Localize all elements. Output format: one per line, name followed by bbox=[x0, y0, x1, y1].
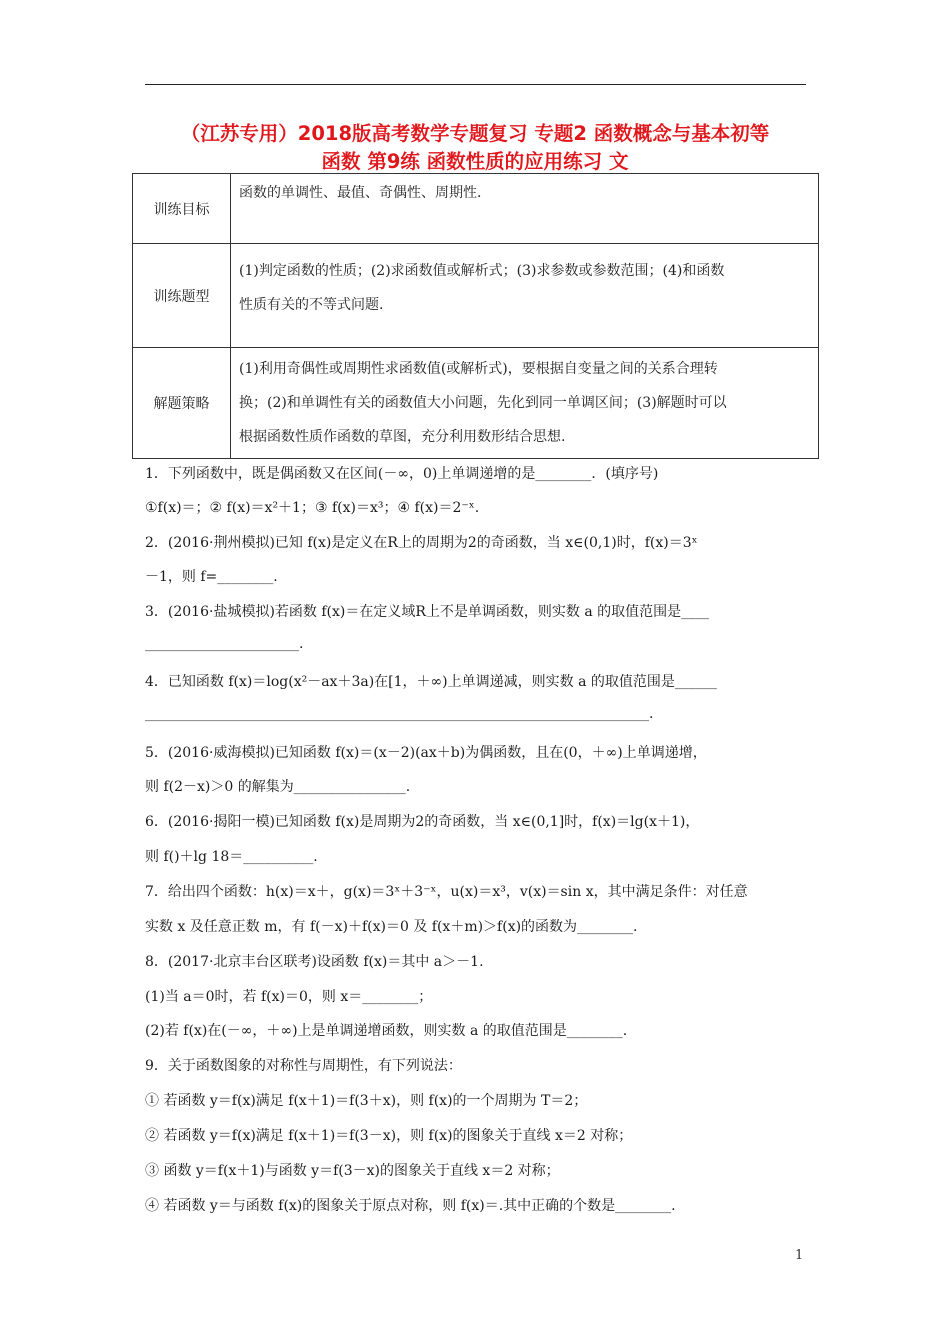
content-line: 根据函数性质作函数的草图，充分利用数形结合思想. bbox=[239, 429, 566, 445]
question-line: 2．(2016·荆州模拟)已知 f(x)是定义在R上的周期为2的奇函数，当 x∈(0,1)时，f(x)＝3ˣ bbox=[145, 535, 698, 551]
question-line: 6．(2016·揭阳一模)已知函数 f(x)是周期为2的奇函数，当 x∈(0,1]时，f(x)＝lg(x＋1)， bbox=[145, 814, 700, 830]
content-line: (1)判定函数的性质；(2)求函数值或解析式；(3)求参数或参数范围；(4)和函数 bbox=[239, 263, 725, 279]
question-line: ______________________. bbox=[145, 636, 304, 652]
content-line: (1)利用奇偶性或周期性求函数值(或解析式)，要根据自变量之间的关系合理转 bbox=[239, 361, 718, 377]
question-line: 1．下列函数中，既是偶函数又在区间(－∞，0)上单调递增的是________．(填序号) bbox=[145, 466, 659, 482]
question-line: ④ 若函数 y＝与函数 f(x)的图象关于原点对称，则 f(x)＝.其中正确的个数是________. bbox=[145, 1198, 676, 1214]
row-content bbox=[231, 348, 819, 459]
title-line-1: （江苏专用）2018版高考数学专题复习 专题2 函数概念与基本初等 bbox=[180, 122, 770, 145]
row-label: 解题策略 bbox=[133, 348, 231, 459]
question-line: ________________________________________________________________________. bbox=[145, 706, 654, 722]
content-line: 换；(2)和单调性有关的函数值大小问题，先化到同一单调区间；(3)解题时可以 bbox=[239, 395, 727, 411]
question-line: 实数 x 及任意正数 m，有 f(－x)＋f(x)＝0 及 f(x＋m)＞f(x)的函数为________. bbox=[145, 919, 638, 935]
question-line: 7．给出四个函数：h(x)＝x＋，g(x)＝3ˣ＋3⁻ˣ，u(x)＝x³，v(x)＝sin x，其中满足条件：对任意 bbox=[145, 884, 748, 900]
table-row-type bbox=[133, 244, 819, 348]
question-line: (1)当 a＝0时，若 f(x)＝0，则 x＝________； bbox=[145, 989, 433, 1005]
training-info-table bbox=[132, 173, 819, 459]
content-line: 函数的单调性、最值、奇偶性、周期性. bbox=[239, 185, 482, 201]
question-line: ①f(x)＝；② f(x)＝x²＋1；③ f(x)＝x³；④ f(x)＝2⁻ˣ. bbox=[145, 500, 480, 516]
table-row-strategy bbox=[133, 348, 819, 459]
question-line: －1，则 f=________. bbox=[145, 569, 278, 585]
question-line: ③ 函数 y＝f(x＋1)与函数 y＝f(3－x)的图象关于直线 x＝2 对称； bbox=[145, 1163, 560, 1179]
row-label: 训练题型 bbox=[133, 244, 231, 348]
question-line: ① 若函数 y＝f(x)满足 f(x＋1)＝f(3＋x)，则 f(x)的一个周期为 T＝2； bbox=[145, 1093, 588, 1109]
table-row-goal bbox=[133, 174, 819, 244]
header-rule bbox=[145, 84, 806, 85]
question-line: 3．(2016·盐城模拟)若函数 f(x)＝在定义域R上不是单调函数，则实数 a 的取值范围是____ bbox=[145, 604, 710, 620]
content-line: 性质有关的不等式问题. bbox=[239, 297, 384, 313]
question-line: 9．关于函数图象的对称性与周期性，有下列说法： bbox=[145, 1058, 462, 1074]
title-line-2: 函数 第9练 函数性质的应用练习 文 bbox=[321, 150, 629, 173]
question-line: 则 f()＋lg 18＝__________. bbox=[145, 849, 318, 865]
question-line: (2)若 f(x)在(－∞，＋∞)上是单调递增函数，则实数 a 的取值范围是________. bbox=[145, 1023, 628, 1039]
question-line: ② 若函数 y＝f(x)满足 f(x＋1)＝f(3－x)，则 f(x)的图象关于直线 x＝2 对称； bbox=[145, 1128, 633, 1144]
question-line: 8．(2017·北京丰台区联考)设函数 f(x)＝其中 a＞－1. bbox=[145, 954, 484, 970]
page-number: 1 bbox=[795, 1248, 804, 1263]
document-title bbox=[120, 120, 830, 176]
row-content bbox=[231, 174, 819, 244]
question-line: 5．(2016·威海模拟)已知函数 f(x)＝(x－2)(ax＋b)为偶函数，且在(0，＋∞)上单调递增， bbox=[145, 745, 707, 761]
question-line: 4．已知函数 f(x)＝log(x²－ax＋3a)在[1，＋∞)上单调递减，则实数 a 的取值范围是______ bbox=[145, 674, 717, 690]
row-content bbox=[231, 244, 819, 348]
row-label: 训练目标 bbox=[133, 174, 231, 244]
question-line: 则 f(2－x)＞0 的解集为________________. bbox=[145, 779, 411, 795]
